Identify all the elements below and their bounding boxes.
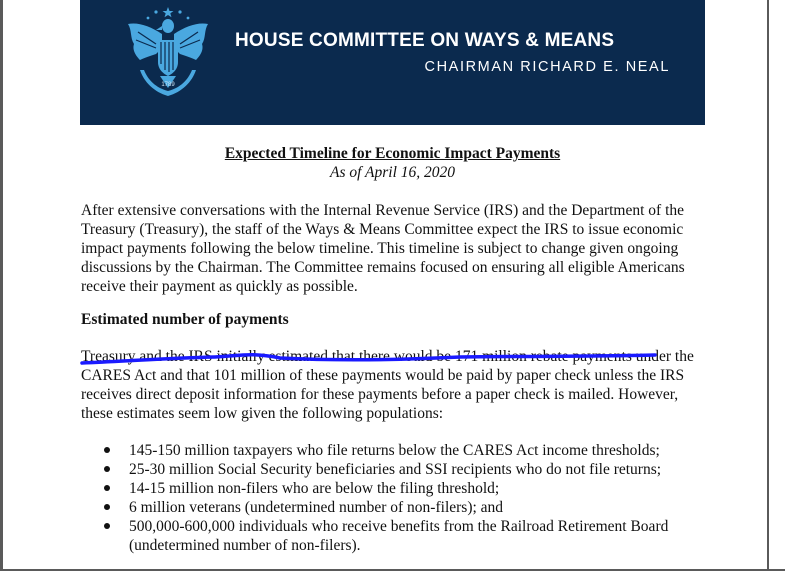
document-date: As of April 16, 2020 bbox=[329, 164, 455, 181]
committee-banner bbox=[80, 0, 705, 125]
population-list bbox=[100, 441, 700, 555]
list-item: 6 million veterans (undetermined number of non-filers); and bbox=[100, 498, 700, 517]
list-item: 145-150 million taxpayers who file returns below the CARES Act income thresholds; bbox=[100, 441, 700, 460]
chairman-name: CHAIRMAN RICHARD E. NEAL bbox=[424, 59, 670, 75]
window-right-edge bbox=[767, 0, 769, 571]
bullet-icon bbox=[104, 466, 110, 472]
eagle-seal-icon bbox=[116, 4, 220, 108]
list-item: 500,000-600,000 individuals who receive benefits from the Railroad Retirement Board (undetermined number of non-filers). bbox=[100, 517, 700, 555]
estimate-paragraph: Treasury and the IRS initially estimated that there would be 171 million rebate payments under the CARES Act and that 101 million of these payments would be paid by paper check unless the IRS receives direct deposit information for these payments before a paper check is mailed. However, these estimates seem low given the following populations: bbox=[81, 348, 694, 422]
list-item: 14-15 million non-filers who are below the filing threshold; bbox=[100, 479, 700, 498]
section-heading: Estimated number of payments bbox=[81, 311, 289, 328]
document-title: Expected Timeline for Economic Impact Payments bbox=[224, 145, 561, 162]
window-left-edge bbox=[0, 0, 3, 571]
bullet-icon bbox=[104, 447, 110, 453]
bullet-icon bbox=[104, 485, 110, 491]
seal-year: 1789 bbox=[161, 82, 175, 88]
bullet-icon bbox=[104, 504, 110, 510]
bullet-icon bbox=[104, 523, 110, 529]
intro-paragraph: After extensive conversations with the Internal Revenue Service (IRS) and the Department of the Treasury (Treasury), the staff of the Ways & Means Committee expect the IRS to issue economic impact payments following the below timeline. This timeline is subject to change given ongoing discussions by the Chairman. The Committee remains focused on ensuring all eligible Americans receive their payment as quickly as possible. bbox=[81, 202, 685, 295]
list-item: 25-30 million Social Security beneficiaries and SSI recipients who do not file returns; bbox=[100, 460, 700, 479]
committee-name: HOUSE COMMITTEE ON WAYS & MEANS bbox=[235, 30, 615, 51]
